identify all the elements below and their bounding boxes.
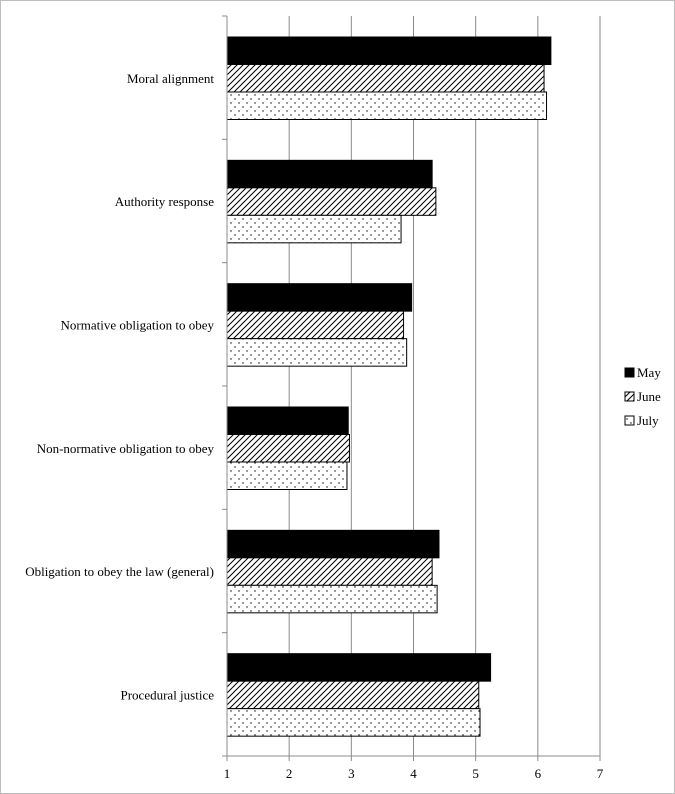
bar-july <box>227 339 407 367</box>
legend-label-june: June <box>637 389 661 404</box>
x-tick-label: 6 <box>534 766 542 781</box>
bar-may <box>227 530 439 558</box>
legend-swatch-july <box>625 416 634 425</box>
x-tick-label: 1 <box>223 766 231 781</box>
bar-june <box>227 65 544 93</box>
category-label: Obligation to obey the law (general) <box>25 564 214 580</box>
category-label: Authority response <box>114 194 214 210</box>
bar-june <box>227 681 479 709</box>
bar-june <box>227 435 349 463</box>
category-label: Procedural justice <box>120 687 214 703</box>
bar-may <box>227 407 348 435</box>
bar-june <box>227 311 404 339</box>
bar-july <box>227 215 401 243</box>
bar-july <box>227 709 480 737</box>
legend-label-may: May <box>637 365 661 380</box>
legend-swatch-may <box>625 368 634 377</box>
x-tick-label: 3 <box>348 766 355 781</box>
bar-chart <box>1 1 674 793</box>
bar-july <box>227 92 547 120</box>
x-tick-label: 7 <box>596 766 604 781</box>
bar-may <box>227 37 551 65</box>
x-tick-label: 2 <box>285 766 293 781</box>
bar-june <box>227 188 436 216</box>
category-label: Moral alignment <box>126 70 214 86</box>
category-label: Non-normative obligation to obey <box>36 440 214 456</box>
bar-may <box>227 160 432 188</box>
bar-may <box>227 284 412 312</box>
category-label: Normative obligation to obey <box>60 317 214 333</box>
bar-july <box>227 462 347 490</box>
bar-july <box>227 585 437 613</box>
bar-june <box>227 558 432 586</box>
x-tick-label: 5 <box>472 766 479 781</box>
legend-label-july: July <box>637 413 659 428</box>
bar-may <box>227 654 491 682</box>
x-tick-label: 4 <box>410 766 417 781</box>
legend-swatch-june <box>625 392 634 401</box>
